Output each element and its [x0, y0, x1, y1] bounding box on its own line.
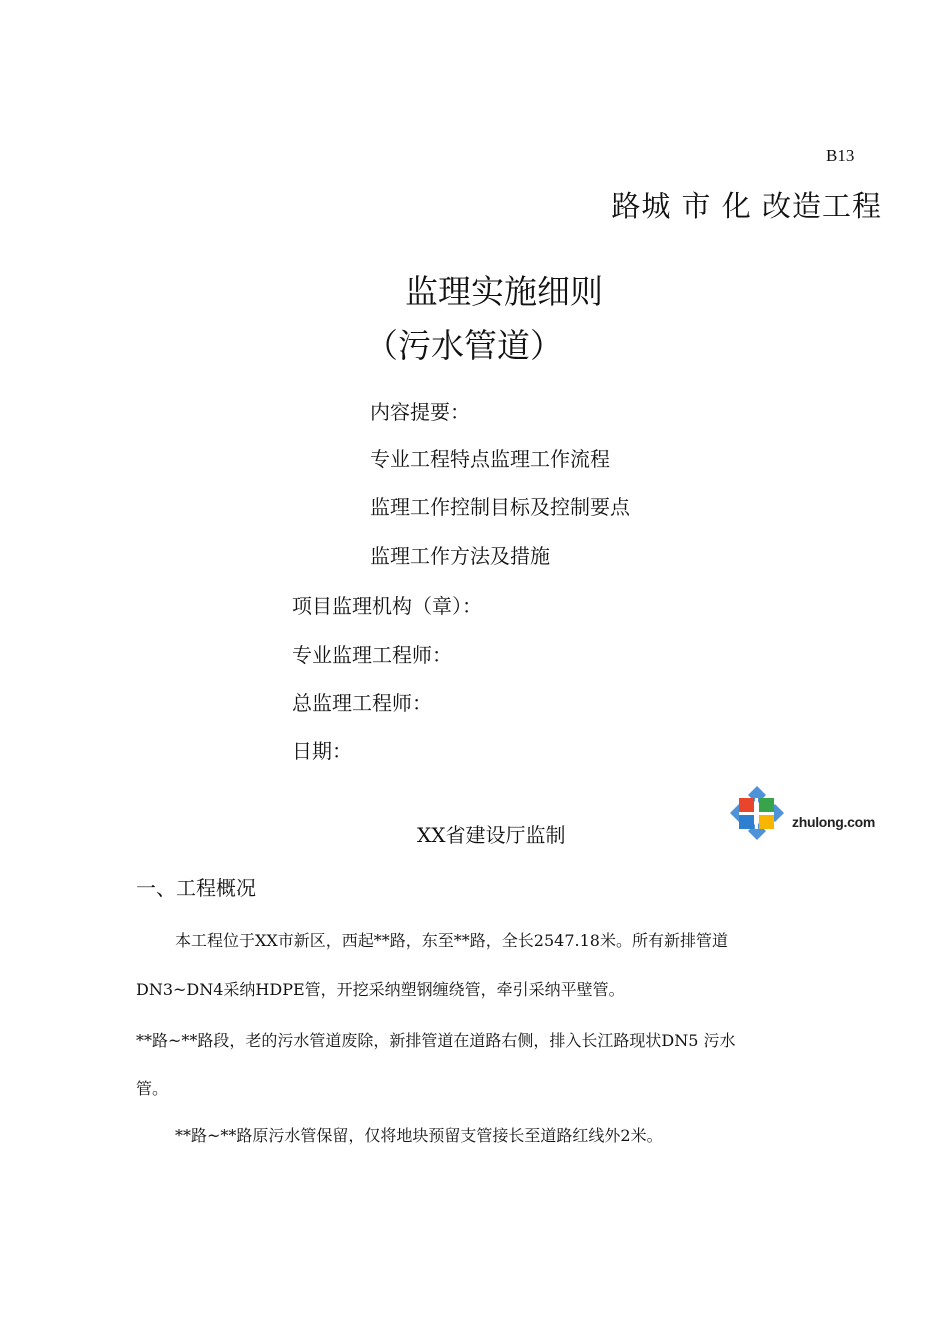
paragraph-line: **路~**路段，老的污水管道废除，新排管道在道路右侧，排入长江路现状DN5 污水	[136, 1031, 736, 1050]
paragraph-line: DN3~DN4采纳HDPE管，开挖采纳塑钢缠绕管，牵引采纳平壁管。	[136, 980, 625, 999]
signature-field-date: 日期：	[292, 739, 352, 763]
paragraph-line: **路~**路原污水管保留，仅将地块预留支管接长至道路红线外2米。	[175, 1126, 663, 1145]
signature-field-chief-engineer: 总监理工程师：	[292, 691, 432, 715]
signature-field-engineer: 专业监理工程师：	[292, 643, 452, 667]
document-code: B13	[826, 146, 855, 165]
paragraph-line: 本工程位于XX市新区，西起**路，东至**路，全长2547.18米。所有新排管道	[175, 931, 728, 950]
zhulong-logo	[726, 784, 876, 842]
logo-text: zhulong.com	[792, 814, 876, 830]
contents-label: 内容提要：	[370, 400, 470, 424]
logo-mark-icon	[726, 784, 788, 842]
document-title: 监理实施细则	[405, 272, 603, 311]
contents-item: 专业工程特点监理工作流程	[370, 447, 610, 471]
project-title: 路城 市 化 改造工程	[611, 189, 882, 223]
signature-field-agency: 项目监理机构（章）：	[292, 594, 482, 618]
paragraph-line: 管。	[136, 1079, 169, 1098]
document-subtitle: （污水管道）	[365, 326, 563, 365]
contents-item: 监理工作控制目标及控制要点	[370, 495, 630, 519]
section-heading: 一、工程概况	[136, 876, 256, 900]
issuer-label: XX省建设厅监制	[417, 823, 566, 847]
contents-item: 监理工作方法及措施	[370, 544, 550, 568]
